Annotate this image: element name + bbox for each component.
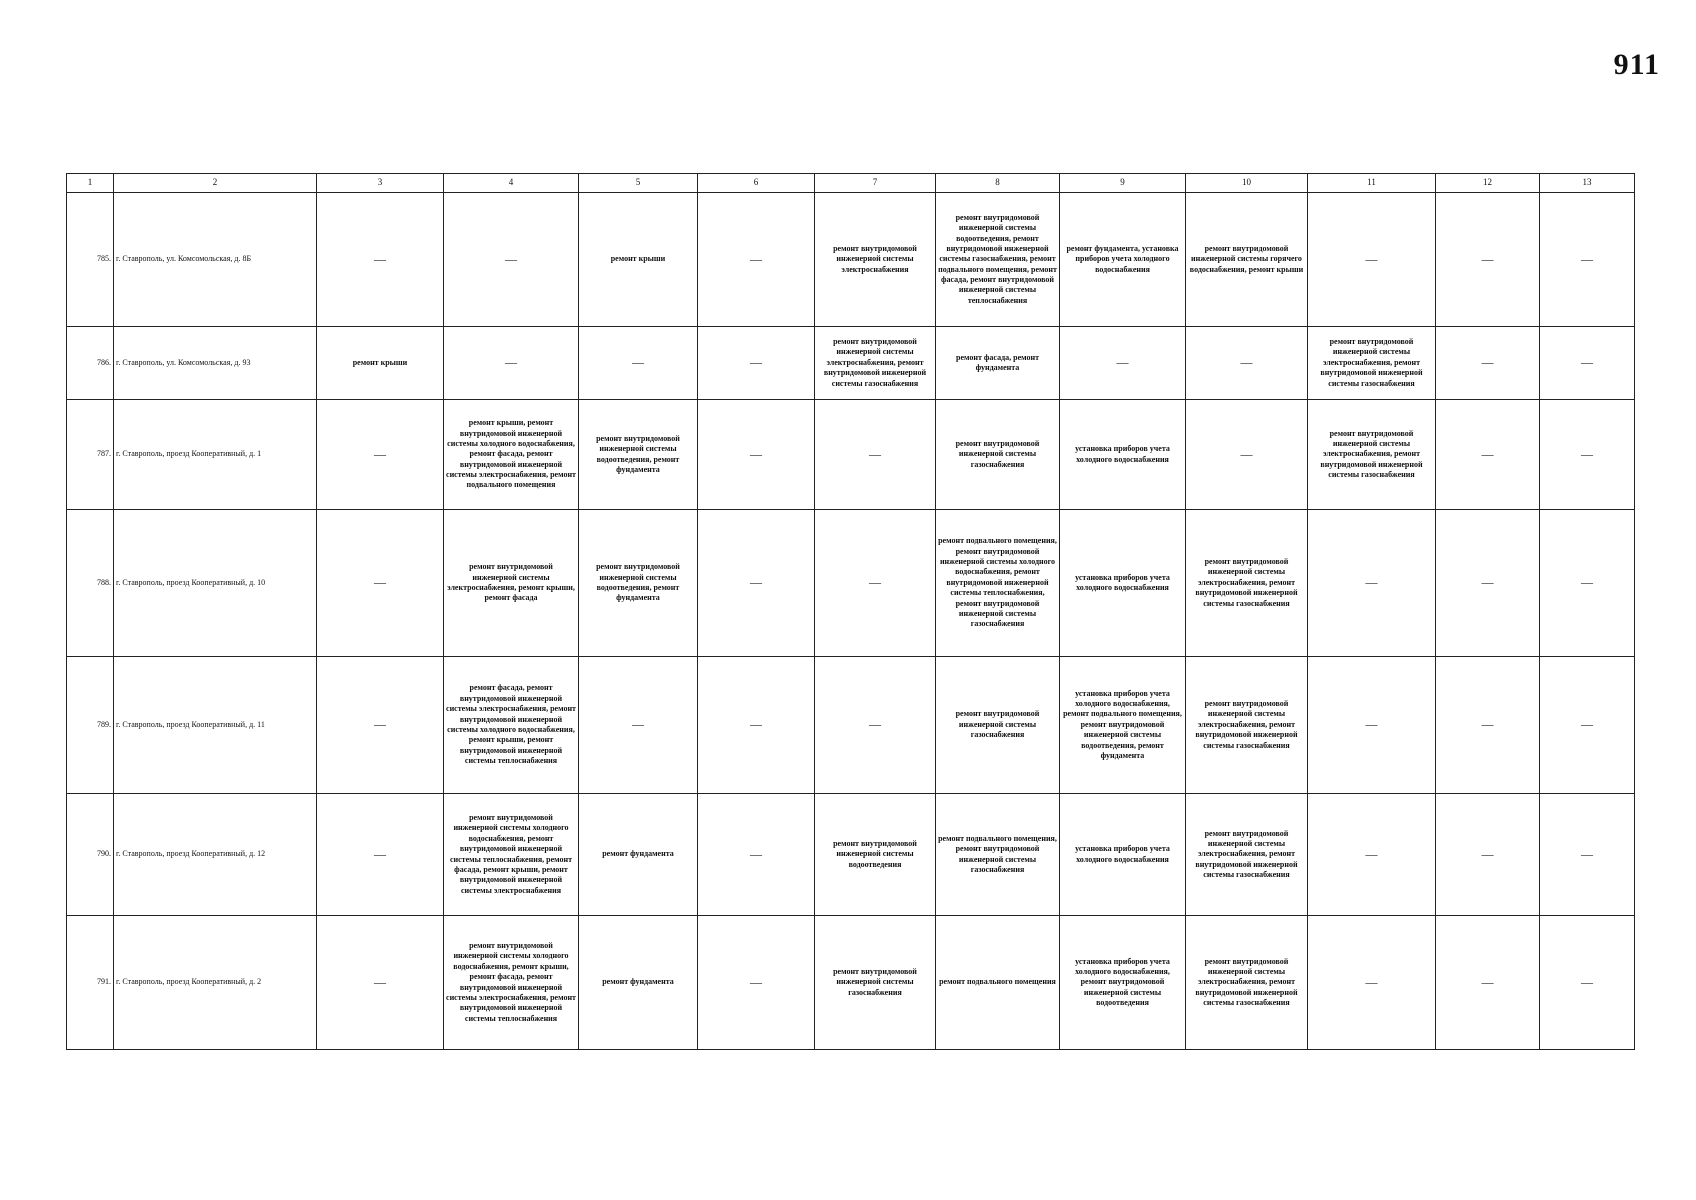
column-header: 7 — [815, 174, 936, 193]
work-cell: ремонт внутридомовой инженерной системы газоснабжения — [936, 657, 1060, 794]
table-row — [67, 657, 1635, 794]
work-cell: — — [579, 657, 698, 794]
work-cell: ремонт внутридомовой инженерной системы газоснабжения — [815, 916, 936, 1050]
work-cell: — — [317, 657, 444, 794]
address-cell: г. Ставрополь, ул. Комсомольская, д. 8Б — [114, 193, 317, 327]
row-number: 787. — [67, 400, 114, 510]
work-cell: — — [1308, 193, 1436, 327]
work-cell: — — [815, 400, 936, 510]
column-header: 2 — [114, 174, 317, 193]
work-cell: — — [1436, 794, 1540, 916]
row-number: 785. — [67, 193, 114, 327]
work-cell: — — [317, 400, 444, 510]
table-row — [67, 510, 1635, 657]
repair-schedule-table — [66, 173, 1635, 1050]
work-cell: ремонт внутридомовой инженерной системы электроснабжения, ремонт внутридомовой инженерной системы газоснабжения — [1186, 657, 1308, 794]
work-cell: ремонт внутридомовой инженерной системы холодного водоснабжения, ремонт крыши, ремонт фасада, ремонт внутридомовой инженерной системы электроснабжения, ремонт внутридомовой инженерной системы теплоснабжения — [444, 916, 579, 1050]
work-cell: ремонт подвального помещения, ремонт внутридомовой инженерной системы газоснабжения — [936, 794, 1060, 916]
work-cell: установка приборов учета холодного водоснабжения — [1060, 794, 1186, 916]
address-cell: г. Ставрополь, проезд Кооперативный, д. 2 — [114, 916, 317, 1050]
work-cell: — — [1540, 327, 1635, 400]
address-cell: г. Ставрополь, ул. Комсомольская, д. 93 — [114, 327, 317, 400]
work-cell: ремонт внутридомовой инженерной системы водоотведения, ремонт фундамента — [579, 400, 698, 510]
work-cell: ремонт внутридомовой инженерной системы водоотведения, ремонт внутридомовой инженерной системы газоснабжения, ремонт подвального помещения, ремонт фасада, ремонт внутридомовой инженерной системы теплоснабжения — [936, 193, 1060, 327]
work-cell: ремонт крыши — [317, 327, 444, 400]
address-cell: г. Ставрополь, проезд Кооперативный, д. 10 — [114, 510, 317, 657]
row-number: 786. — [67, 327, 114, 400]
work-cell: — — [698, 193, 815, 327]
table-row — [67, 794, 1635, 916]
work-cell: ремонт внутридомовой инженерной системы электроснабжения, ремонт внутридомовой инженерной системы газоснабжения — [1186, 916, 1308, 1050]
work-cell: — — [815, 510, 936, 657]
work-cell: ремонт внутридомовой инженерной системы горячего водоснабжения, ремонт крыши — [1186, 193, 1308, 327]
work-cell: — — [698, 510, 815, 657]
table-row — [67, 400, 1635, 510]
work-cell: — — [698, 327, 815, 400]
column-header: 6 — [698, 174, 815, 193]
work-cell: ремонт внутридомовой инженерной системы водоотведения, ремонт фундамента — [579, 510, 698, 657]
work-cell: — — [444, 193, 579, 327]
work-cell: — — [1060, 327, 1186, 400]
address-cell: г. Ставрополь, проезд Кооперативный, д. 1 — [114, 400, 317, 510]
work-cell: — — [1540, 400, 1635, 510]
work-cell: — — [317, 794, 444, 916]
work-cell: ремонт внутридомовой инженерной системы электроснабжения, ремонт внутридомовой инженерной системы газоснабжения — [1186, 794, 1308, 916]
work-cell: установка приборов учета холодного водоснабжения — [1060, 400, 1186, 510]
work-cell: — — [1436, 510, 1540, 657]
address-cell: г. Ставрополь, проезд Кооперативный, д. 11 — [114, 657, 317, 794]
work-cell: — — [1308, 510, 1436, 657]
work-cell: ремонт фундамента — [579, 794, 698, 916]
work-cell: — — [1540, 193, 1635, 327]
row-number: 791. — [67, 916, 114, 1050]
table-row — [67, 193, 1635, 327]
work-cell: ремонт внутридомовой инженерной системы электроснабжения, ремонт внутридомовой инженерной системы газоснабжения — [1308, 400, 1436, 510]
work-cell: ремонт фундамента, установка приборов учета холодного водоснабжения — [1060, 193, 1186, 327]
work-cell: — — [1308, 794, 1436, 916]
column-header: 13 — [1540, 174, 1635, 193]
work-cell: — — [1436, 916, 1540, 1050]
work-cell: ремонт внутридомовой инженерной системы электроснабжения, ремонт внутридомовой инженерной системы газоснабжения — [1308, 327, 1436, 400]
work-cell: — — [1186, 400, 1308, 510]
work-cell: ремонт внутридомовой инженерной системы электроснабжения, ремонт крыши, ремонт фасада — [444, 510, 579, 657]
work-cell: — — [1540, 794, 1635, 916]
column-header: 4 — [444, 174, 579, 193]
table-row — [67, 916, 1635, 1050]
column-header: 1 — [67, 174, 114, 193]
column-header: 12 — [1436, 174, 1540, 193]
work-cell: ремонт фундамента — [579, 916, 698, 1050]
work-cell: — — [317, 510, 444, 657]
work-cell: ремонт внутридомовой инженерной системы электроснабжения, ремонт внутридомовой инженерной системы газоснабжения — [815, 327, 936, 400]
work-cell: ремонт крыши — [579, 193, 698, 327]
table-body — [67, 193, 1635, 1050]
table-row — [67, 327, 1635, 400]
work-cell: — — [1540, 510, 1635, 657]
work-cell: — — [1186, 327, 1308, 400]
work-cell: ремонт внутридомовой инженерной системы электроснабжения, ремонт внутридомовой инженерной системы газоснабжения — [1186, 510, 1308, 657]
work-cell: — — [579, 327, 698, 400]
work-cell: — — [1540, 657, 1635, 794]
work-cell: — — [1540, 916, 1635, 1050]
work-cell: — — [1308, 916, 1436, 1050]
work-cell: ремонт крыши, ремонт внутридомовой инженерной системы холодного водоснабжения, ремонт фасада, ремонт внутридомовой инженерной системы электроснабжения, ремонт подвального помещения — [444, 400, 579, 510]
column-header: 8 — [936, 174, 1060, 193]
work-cell: установка приборов учета холодного водоснабжения — [1060, 510, 1186, 657]
work-cell: ремонт внутридомовой инженерной системы газоснабжения — [936, 400, 1060, 510]
column-header: 3 — [317, 174, 444, 193]
work-cell: — — [444, 327, 579, 400]
address-cell: г. Ставрополь, проезд Кооперативный, д. 12 — [114, 794, 317, 916]
work-cell: установка приборов учета холодного водоснабжения, ремонт подвального помещения, ремонт внутридомовой инженерной системы водоотведения, ремонт фундамента — [1060, 657, 1186, 794]
work-cell: — — [1436, 400, 1540, 510]
work-cell: — — [698, 657, 815, 794]
work-cell: — — [698, 916, 815, 1050]
column-header: 11 — [1308, 174, 1436, 193]
work-cell: — — [698, 400, 815, 510]
work-cell: — — [1436, 193, 1540, 327]
work-cell: ремонт фасада, ремонт внутридомовой инженерной системы электроснабжения, ремонт внутридомовой инженерной системы холодного водоснабжения, ремонт крыши, ремонт внутридомовой инженерной системы теплоснабжения — [444, 657, 579, 794]
work-cell: ремонт подвального помещения — [936, 916, 1060, 1050]
column-number-row — [67, 174, 1635, 193]
row-number: 788. — [67, 510, 114, 657]
work-cell: установка приборов учета холодного водоснабжения, ремонт внутридомовой инженерной системы водоотведения — [1060, 916, 1186, 1050]
column-header: 5 — [579, 174, 698, 193]
work-cell: — — [1436, 327, 1540, 400]
work-cell: ремонт подвального помещения, ремонт внутридомовой инженерной системы холодного водоснабжения, ремонт внутридомовой инженерной системы теплоснабжения, ремонт внутридомовой инженерной системы газоснабжения — [936, 510, 1060, 657]
work-cell: ремонт фасада, ремонт фундамента — [936, 327, 1060, 400]
work-cell: — — [317, 193, 444, 327]
work-cell: ремонт внутридомовой инженерной системы холодного водоснабжения, ремонт внутридомовой инженерной системы теплоснабжения, ремонт фасада, ремонт крыши, ремонт внутридомовой инженерной системы электроснабжения — [444, 794, 579, 916]
work-cell: — — [1436, 657, 1540, 794]
column-header: 10 — [1186, 174, 1308, 193]
page-number: 911 — [1613, 48, 1660, 81]
work-cell: — — [317, 916, 444, 1050]
work-cell: — — [1308, 657, 1436, 794]
work-cell: — — [815, 657, 936, 794]
column-header: 9 — [1060, 174, 1186, 193]
row-number: 790. — [67, 794, 114, 916]
work-cell: — — [698, 794, 815, 916]
work-cell: ремонт внутридомовой инженерной системы электроснабжения — [815, 193, 936, 327]
work-cell: ремонт внутридомовой инженерной системы водоотведения — [815, 794, 936, 916]
row-number: 789. — [67, 657, 114, 794]
